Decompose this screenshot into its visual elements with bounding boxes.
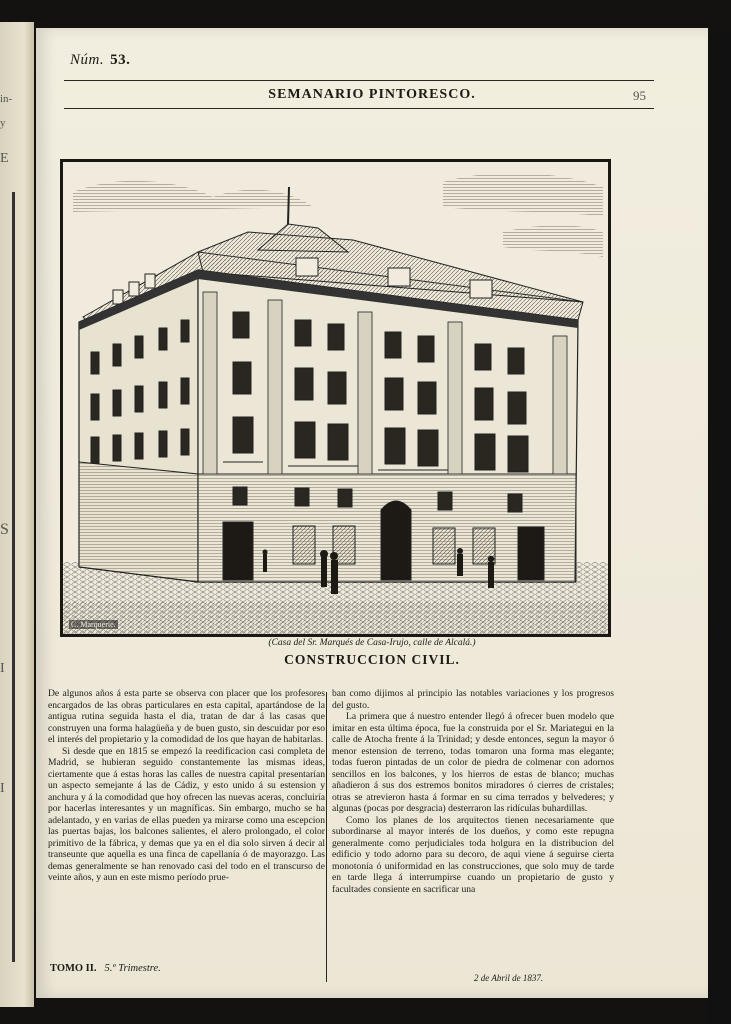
- paragraph: Si desde que en 1815 se empezó la reedificacion casi completa de Madrid, se hubieran seguido constantemente las mismas ideas, ciertamente que á estas horas las calles de nuestra capital presentarían un aspecto semejante á las de Cádiz, y esto unido á su estension y anchura y á la comodidad que hoy ofrecen las nuevas aceras, concluiría por hacerlas interesantes y un magníficas. Sin embargo, mucho se ha adelantado, y en varias de ellas pueden ya mirarse como una escepcion las puertas bajas, los balcones salientes, el alero prolongado, el color primitivo de la fábrica, y demas que ya en el dia solo sirven á decir al transeunte que aquella es una finca de capellanía ó de mayorazgo. Las demas generalmente se han renovado casi del todo en el transcurso de veinte años, y aun en este mismo período prue-: [48, 745, 325, 883]
- page-fragment: E: [0, 151, 9, 166]
- header-rule-top: [64, 80, 654, 81]
- column-divider: [326, 692, 327, 982]
- page-number: 95: [633, 88, 646, 103]
- issue-number: 53.: [110, 52, 131, 68]
- volume: TOMO II.: [50, 963, 97, 974]
- page-fragment: I: [0, 781, 5, 796]
- paragraph: La primera que á nuestro entender llegó á ofrecer buen modelo que imitar en esta última época, fue la construida por el Sr. Mariategui en la calle de Atocha frente á la Trinidad; y desde entonces, segun la mayor ó menor estension de terreno, todas tomaron una forma mas elegante; todas fueron pintadas de un color de piedra de colmenar con adornos sencillos en los balcones, y los hierros de estas de blanco; muchas añadieron á sus dos estremos bonitos miradores ó cierres de cristales; otras se atrevieron hasta á formar en su cima terrados y belvederes; y algunas (pocas por desgracia) desterraron las ridículas buhardillas.: [332, 711, 614, 814]
- paragraph: Como los planes de los arquitectos tienen necesariamente que subordinarse al mayor interés de los dueños, y como este repugna generalmente como perjudiciales toda holgura en la distribucion del edificio y todo adorno para su decoro, de aqui viene á seguirse cierta monotonía ó uniformidad en las construcciones, que solo muy de tarde en tarde llega á interrumpirse cuando un propietario de gusto y facultades consiente en sacrificar una: [332, 814, 614, 895]
- illustration-caption: (Casa del Sr. Marqués de Casa-Irujo, calle de Alcalá.): [268, 638, 476, 648]
- paragraph: De algunos años á esta parte se observa con placer que los profesores encargados de las obras particulares en esta capital, apartándose de la antigua rutina seguida hasta el dia, tratan de dar á las casas que construyen una forma halagüeña y de buen gusto, sin descuidar por eso el interés del propietario y la comodidad de los que hayan de habitarlas.: [48, 688, 325, 745]
- issue-number-label: [70, 52, 130, 69]
- header-rule-bottom: [64, 108, 654, 109]
- issue-date: 2 de Abril de 1837.: [474, 973, 544, 983]
- page-fragment: I: [0, 661, 5, 676]
- newspaper-page: [36, 28, 708, 998]
- page-fragment: S: [0, 521, 9, 538]
- issue-label: Núm.: [70, 52, 105, 68]
- previous-page-edge: [0, 22, 34, 1007]
- article-right-column: [332, 688, 614, 895]
- building-engraving: [60, 159, 611, 637]
- page-fragment: y: [0, 117, 6, 129]
- building-drawing: [63, 162, 608, 634]
- volume-label: [50, 963, 161, 974]
- background-strip: [708, 34, 731, 1024]
- paragraph: ban como dijimos al principio las notables variaciones y los progresos del gusto.: [332, 688, 614, 711]
- artist-signature: C. Marquerie.: [71, 620, 116, 629]
- trimester: 5.º Trimestre.: [104, 963, 161, 974]
- page-fragment: in-: [0, 93, 13, 105]
- running-title: SEMANARIO PINTORESCO.: [268, 87, 476, 102]
- article-title: CONSTRUCCION CIVIL.: [284, 652, 460, 667]
- article-left-column: [48, 688, 325, 884]
- previous-page-border: [12, 192, 15, 962]
